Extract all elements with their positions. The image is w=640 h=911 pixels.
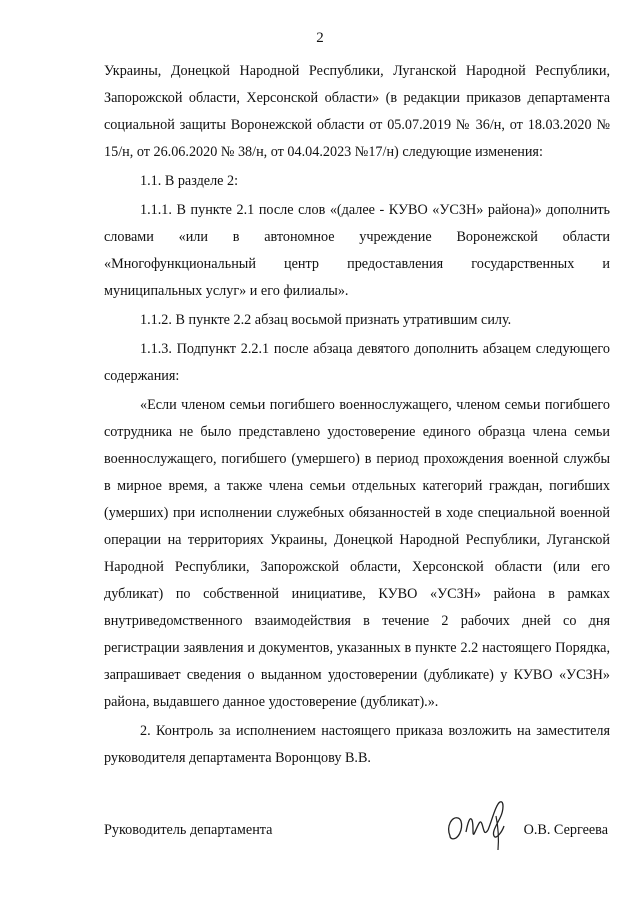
paragraph-quoted-addition: «Если членом семьи погибшего военнослужащего, членом семьи погибшего сотрудника не было представлено удостоверение единого образца члена семьи военнослужащего, погибшего (умершего) в период прохождения военной службы в мирное время, а также члена семьи отдельных категорий граждан, погибших (умерших) при исполнении служебных обязанностей в ходе специальной военной операции на территориях Украины, Донецкой Народной Республики, Луганской Народной Республики, Запорожской области, Херсонской области (или его дубликат) по собственной инициативе, КУВО «УСЗН» района в рамках внутриведомственного взаимодействия в течение 2 рабочих дней со дня регистрации заявления и документов, указанных в пункте 2.2 настоящего Порядка, запрашивает сведения о выданном удостоверении (дубликате) у КУВО «УСЗН» района, выдавшего данное удостоверение (дубликат).». [104,397,610,710]
paragraph-2-control: 2. Контроль за исполнением настоящего приказа возложить на заместителя руководителя департамента Воронцову В.В. [104,723,610,766]
signatory-title: Руководитель департамента [104,822,273,838]
paragraph-1-1-3: 1.1.3. Подпункт 2.2.1 после абзаца девятого дополнить абзацем следующего содержания: [104,341,610,384]
paragraph-intro-continuation: Украины, Донецкой Народной Республики, Луганской Народной Республики, Запорожской области, Херсонской области» (в редакции приказов департамента социальной защиты Воронежской области от 05.07.2019 № 36/н, от 18.03.2020 № 15/н, от 26.06.2020 № 38/н, от 04.04.2023 №17/н) следующие изменения: [104,63,610,160]
signatory-name: О.В. Сергеева [523,822,608,838]
handwritten-signature-icon [444,796,524,852]
paragraph-1-1-2: 1.1.2. В пункте 2.2 абзац восьмой признать утратившим силу. [140,312,512,328]
paragraph-1-1: 1.1. В разделе 2: [140,173,239,189]
document-body [104,58,610,772]
page-number: 2 [316,30,324,46]
signature-block [104,810,610,850]
paragraph-1-1-1: 1.1.1. В пункте 2.1 после слов «(далее - КУВО «УСЗН» района)» дополнить словами «или в автономное учреждение Воронежской области «Многофункциональный центр предоставления государственных и муниципальных услуг» и его филиалы». [104,202,610,299]
